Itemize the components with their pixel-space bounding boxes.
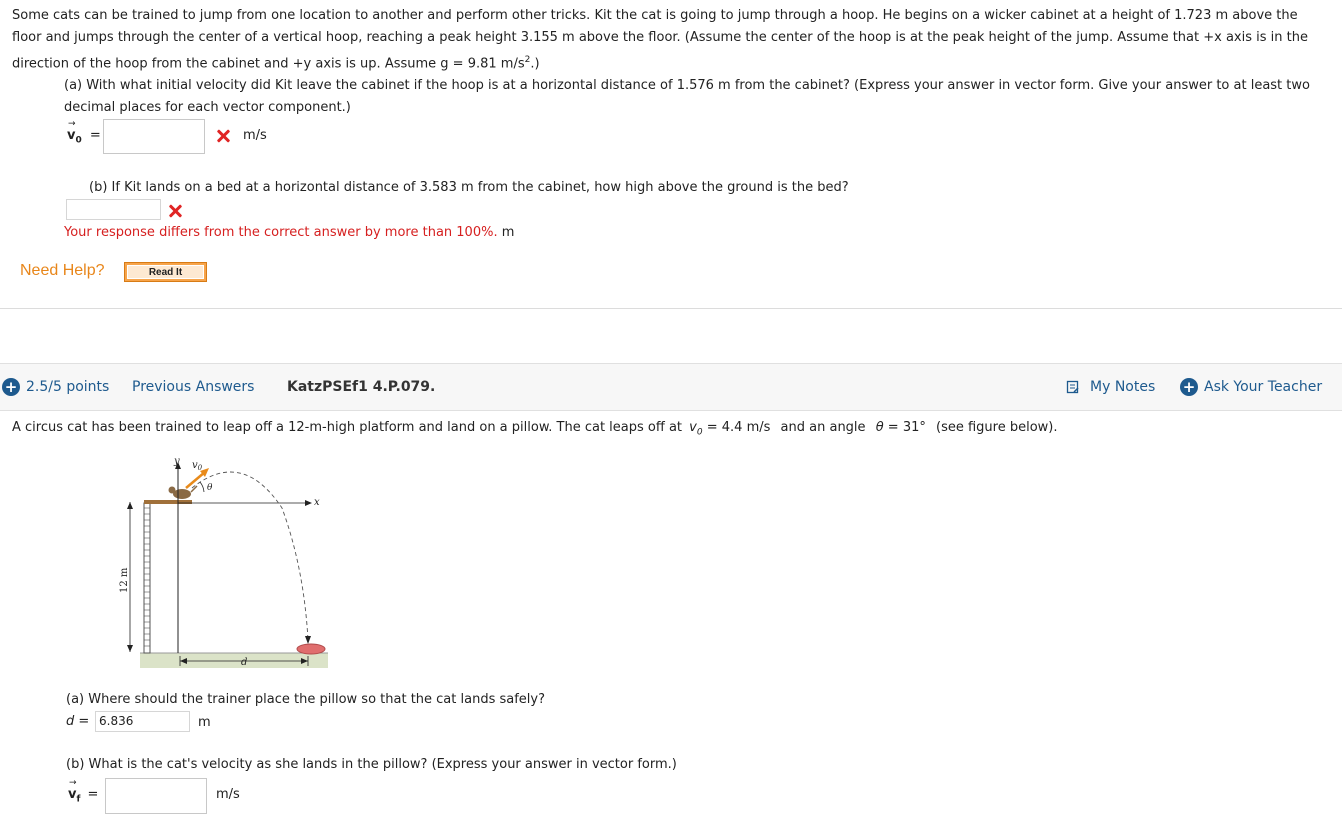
intro-line-2: floor and jumps through the center of a vertical hoop, reaching a peak height 3.155 m above the floor. (Assume the center of the hoop is at the peak height of the jump. Assume that +x axis is in the — [12, 30, 1308, 45]
v0-label: → $v_0$ = — [67, 119, 101, 146]
notes-icon — [1066, 380, 1080, 394]
circus-cat-figure — [112, 448, 342, 678]
d-input[interactable]: 6.836 — [95, 711, 190, 732]
intro-line-3: direction of the hoop from the cabinet and +y axis is up. Assume g = 9.81 $m/s^2$.) — [12, 55, 540, 72]
part-a-line-1: (a) With what initial velocity did Kit leave the cabinet if the hoop is at a horizontal distance of 1.576 m from the cabinet? (Express your answer in vector form. Give your answer to at least two — [64, 78, 1310, 93]
problem2-part-a: (a) Where should the trainer place the pillow so that the cat lands safely? — [66, 692, 546, 707]
pillow — [297, 644, 325, 654]
expand-plus-icon[interactable]: + — [2, 378, 20, 396]
fig-height-label: 12 m — [119, 567, 130, 593]
error-message: Your response differs from the correct answer by more than 100%. m — [64, 225, 515, 240]
problem-header-bar — [0, 363, 1342, 411]
trajectory — [192, 472, 308, 640]
read-it-button[interactable] — [124, 262, 207, 282]
incorrect-x-icon — [168, 204, 182, 218]
problem1-intro — [12, 5, 1337, 75]
cat — [173, 489, 191, 499]
part-a-line-2: decimal places for each vector component.) — [64, 100, 351, 115]
problem2-part-b: (b) What is the cat's velocity as she lands in the pillow? (Express your answer in vector form.) — [66, 757, 677, 772]
read-it-label: Read It — [127, 265, 204, 279]
intro-line-1: Some cats can be trained to jump from one location to another and perform other tricks. Kit the cat is going to jump through a hoop. He begins on a wicker cabinet at a height of 1.723 m above the — [12, 8, 1298, 23]
vf-input[interactable] — [105, 778, 207, 814]
fig-y-label: y — [174, 456, 180, 467]
my-notes-link[interactable]: My Notes — [1090, 379, 1156, 395]
vf-unit: m/s — [216, 787, 240, 802]
ask-teacher-link[interactable]: Ask Your Teacher — [1204, 379, 1323, 395]
fig-x-label: x — [314, 497, 320, 508]
vf-label: → $v_f$ = — [68, 778, 99, 805]
problem-code: KatzPSEf1 4.P.079. — [287, 379, 436, 395]
d-unit: m — [198, 715, 211, 730]
divider — [0, 308, 1342, 309]
fig-theta-label: θ — [207, 483, 213, 493]
points-label: 2.5/5 points — [26, 379, 110, 395]
v0-unit: m/s — [243, 128, 267, 143]
figure-svg — [112, 448, 342, 678]
ask-teacher-plus-icon[interactable]: + — [1180, 378, 1198, 396]
problem1-part-b: (b) If Kit lands on a bed at a horizontal distance of 3.583 m from the cabinet, how high above the ground is the bed? — [89, 180, 849, 195]
v0-input[interactable] — [103, 119, 205, 154]
ladder — [144, 503, 150, 653]
fig-d-label: d — [241, 657, 248, 668]
problem1-part-a — [64, 75, 1334, 119]
ground — [140, 653, 328, 668]
fig-v0-label: $v_0$ — [192, 460, 203, 472]
bed-height-input[interactable] — [66, 199, 161, 220]
incorrect-x-icon — [216, 129, 230, 143]
previous-answers-link[interactable]: Previous Answers — [132, 379, 255, 395]
need-help-label: Need Help? — [20, 262, 105, 279]
problem2-statement: A circus cat has been trained to leap off a 12-m-high platform and land on a pillow. The cat leaps off at $v_0 = 4.4$ m/s and an angle θ = 31° (see figure below). — [12, 420, 1058, 438]
d-label: d = — [66, 714, 90, 729]
